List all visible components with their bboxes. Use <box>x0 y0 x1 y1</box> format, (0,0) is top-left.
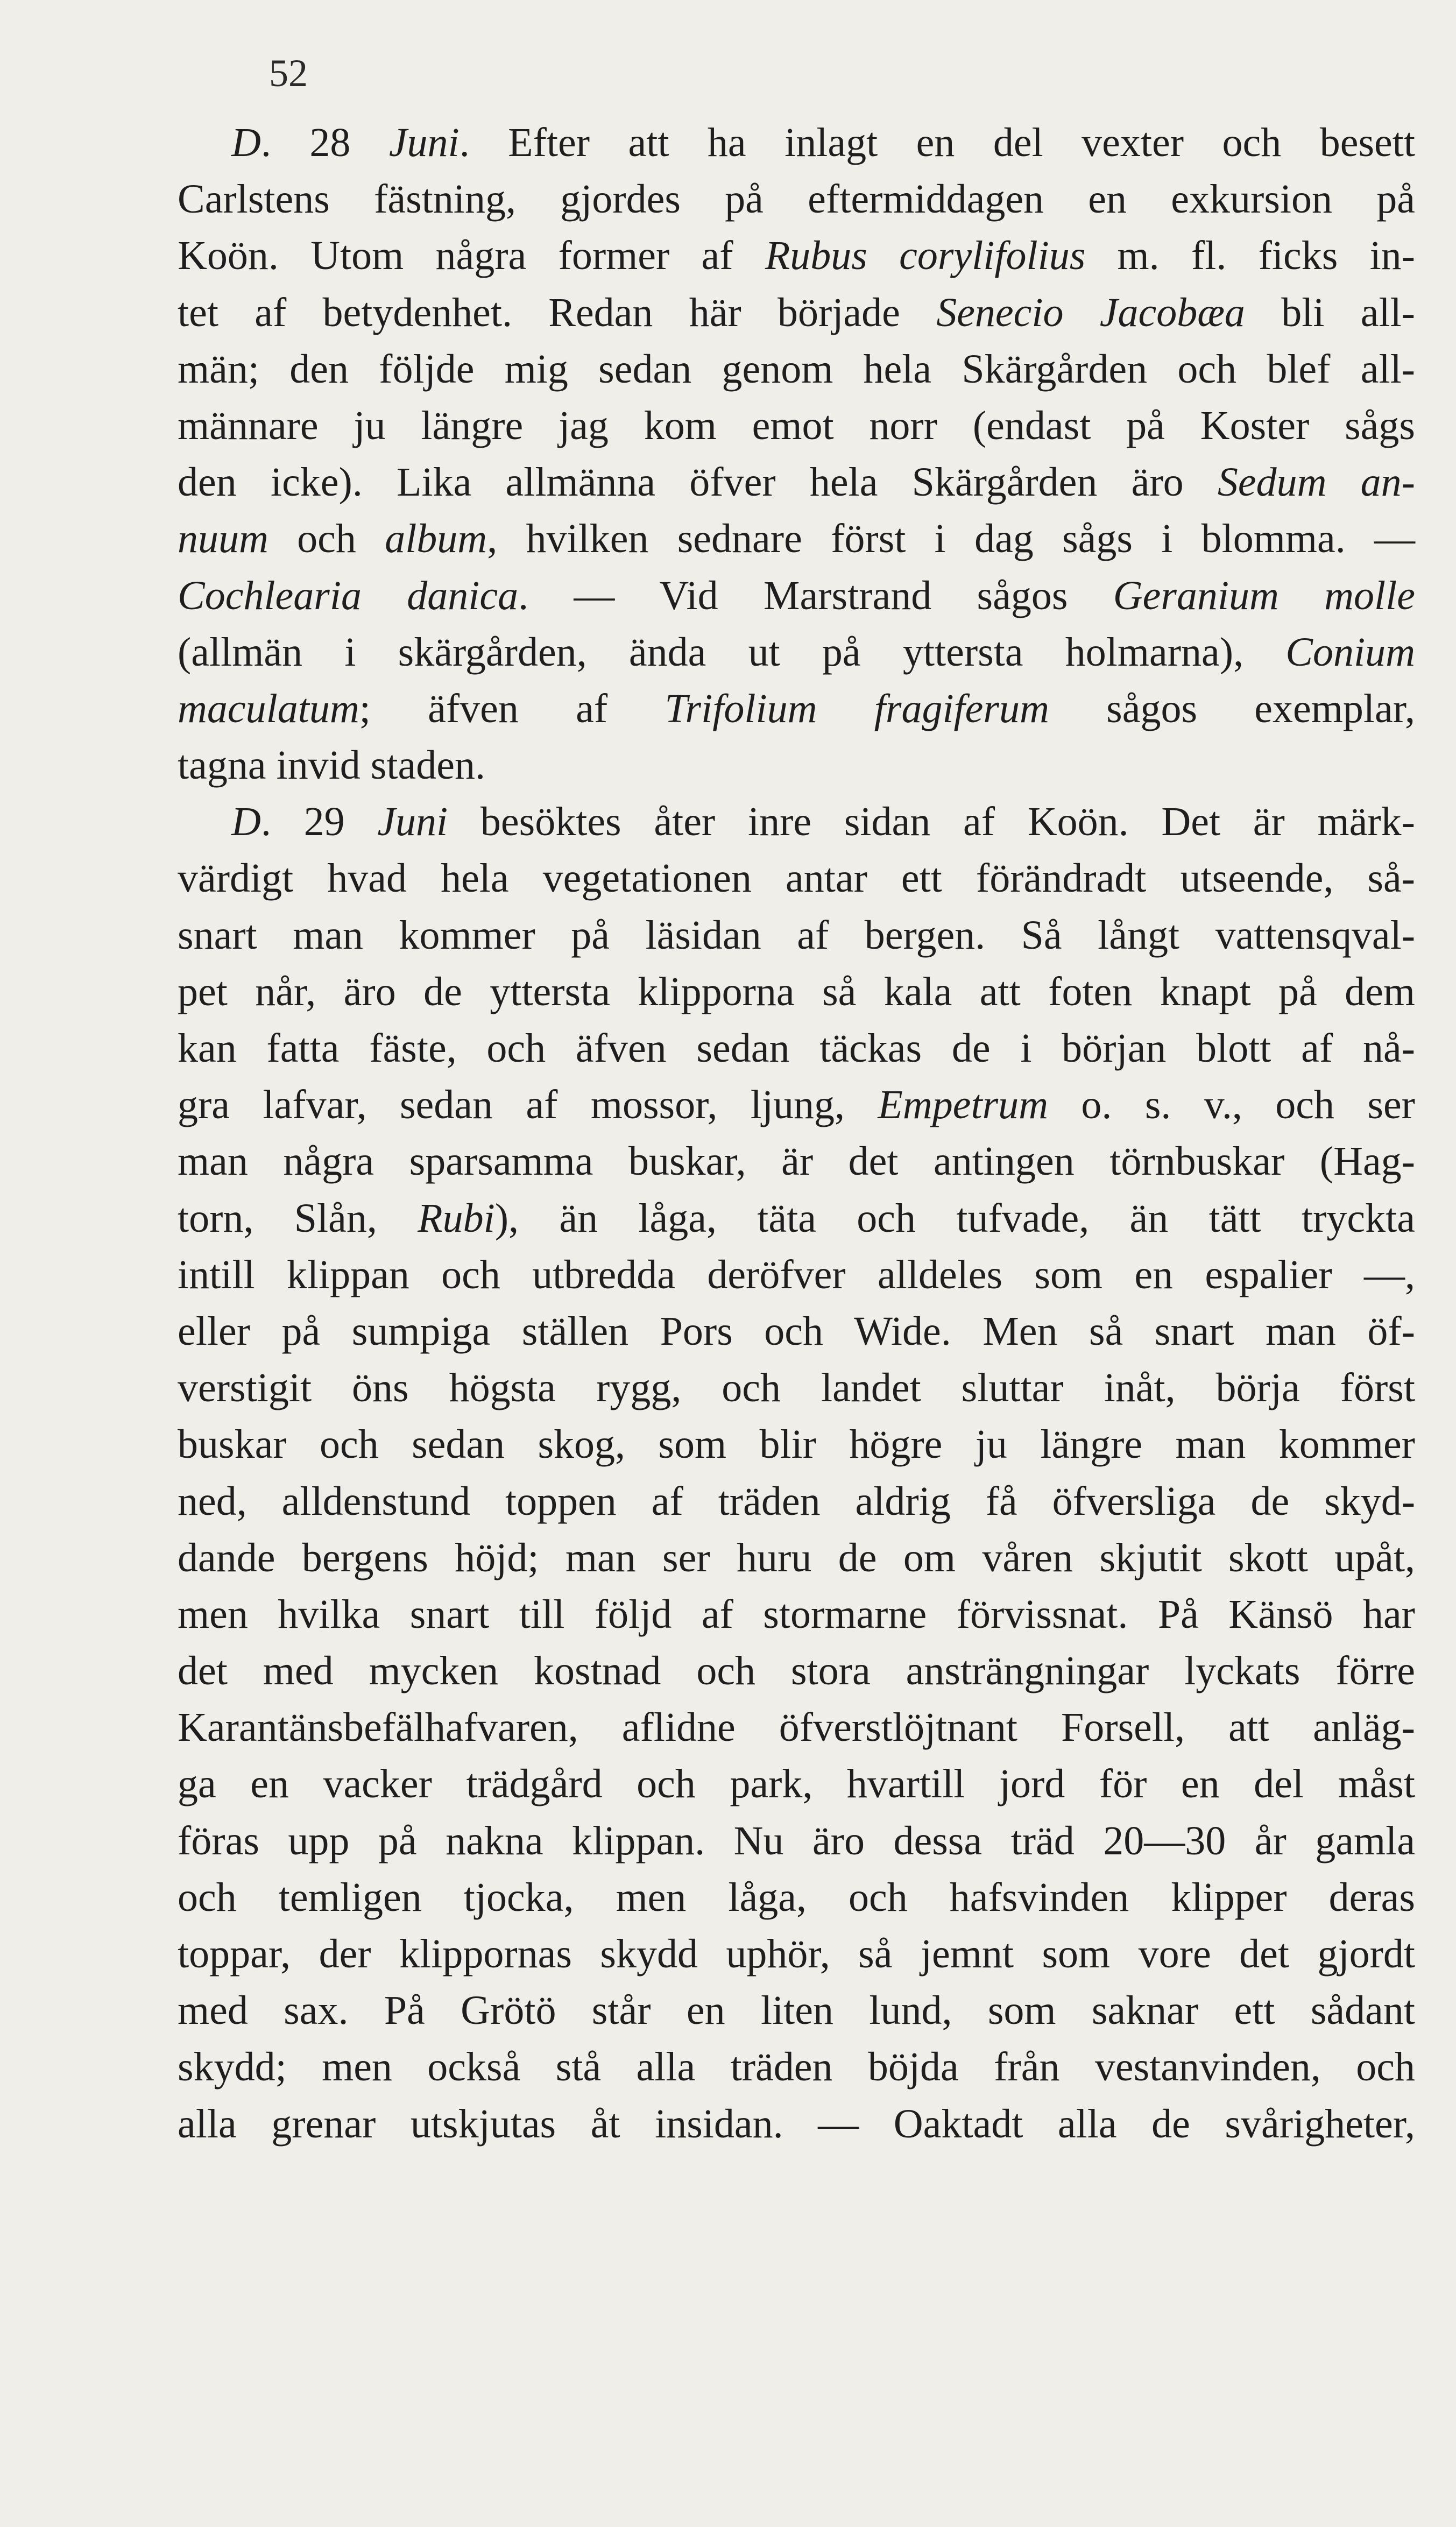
text-span: m. fl. ficks in- <box>1085 233 1415 279</box>
italic-term: Sedum an- <box>1217 460 1415 505</box>
text-line <box>178 171 1415 228</box>
text-span: o. s. v., och ser <box>1048 1082 1415 1128</box>
italic-term: maculatum <box>178 686 359 731</box>
text-line <box>178 681 1415 737</box>
italic-term: Juni <box>388 120 460 165</box>
text-span: man några sparsamma buskar, är det antingen törnbuskar (Hag- <box>178 1139 1415 1184</box>
text-span: ga en vacker trädgård och park, hvartill jord för en del måst <box>178 1761 1415 1807</box>
text-line <box>178 1813 1415 1869</box>
text-line <box>178 568 1415 624</box>
text-span: . Efter att ha inlagt en del vexter och besett <box>459 120 1416 165</box>
text-span: med sax. På Grötö står en liten lund, som saknar ett sådant <box>178 1988 1415 2034</box>
text-span: . 28 <box>260 120 389 165</box>
text-line <box>178 907 1415 964</box>
text-span: . — Vid Marstrand sågos <box>518 573 1113 618</box>
text-span: och <box>268 516 385 562</box>
text-span: dande bergens höjd; man ser huru de om våren skjutit skott upåt, <box>178 1535 1415 1580</box>
text-span: föras upp på nakna klippan. Nu äro dessa träd 20—30 år gamla <box>178 1818 1415 1864</box>
text-span: buskar och sedan skog, som blir högre ju längre man kommer <box>178 1422 1415 1467</box>
text-span: tet af betydenhet. Redan här började <box>178 290 937 335</box>
text-line <box>178 1416 1415 1473</box>
text-span: männare ju längre jag kom emot norr (endast på Koster sågs <box>178 403 1415 448</box>
text-span: bli all- <box>1245 290 1415 335</box>
text-span: Karantänsbefälhafvaren, aflidne öfverstlöjtnant Forsell, att anläg- <box>178 1705 1415 1750</box>
text-span: ), än låga, täta och tufvade, än tätt tryckta <box>494 1195 1415 1241</box>
italic-term: Trifolium fragiferum <box>665 686 1049 731</box>
text-span: , hvilken sednare först i dag sågs i blomma. — <box>487 516 1415 562</box>
text-span: eller på sumpiga ställen Pors och Wide. Men så snart man öf- <box>178 1308 1415 1354</box>
text-line <box>178 1020 1415 1077</box>
text-span: sågos exemplar, <box>1049 686 1415 731</box>
text-line <box>178 1077 1415 1133</box>
text-line <box>178 1982 1415 2039</box>
text-line <box>178 228 1415 284</box>
text-line <box>178 2039 1415 2095</box>
italic-term: Juni <box>377 799 448 845</box>
text-span: alla grenar utskjutas åt insidan. — Oaktadt alla de svårigheter, <box>178 2101 1415 2147</box>
italic-term: Cochlearia danica <box>178 573 519 618</box>
text-span: tagna invid staden. <box>178 743 485 788</box>
italic-term: Rubi <box>418 1195 495 1241</box>
text-line <box>178 511 1415 567</box>
text-line <box>178 1586 1415 1643</box>
text-line <box>178 115 1415 171</box>
text-line <box>178 398 1415 454</box>
text-line <box>178 1643 1415 1699</box>
text-span: . 29 <box>260 799 378 845</box>
text-span: och temligen tjocka, men låga, och hafsvinden klipper deras <box>178 1874 1415 1920</box>
italic-term: Empetrum <box>878 1082 1049 1128</box>
italic-term: D <box>231 120 261 165</box>
text-span: ; äfven af <box>359 686 665 731</box>
text-span: toppar, der klippornas skydd uphör, så jemnt som vore det gjordt <box>178 1931 1415 1977</box>
text-span: skydd; men också stå alla träden böjda från vestanvinden, och <box>178 2044 1415 2090</box>
text-line <box>178 1473 1415 1530</box>
text-line <box>178 285 1415 341</box>
italic-term: Geranium molle <box>1113 573 1416 618</box>
text-line <box>178 1133 1415 1190</box>
text-span: intill klippan och utbredda deröfver alldeles som en espalier —, <box>178 1252 1415 1297</box>
italic-term: album <box>385 516 487 562</box>
text-line <box>178 2096 1415 2152</box>
text-span: verstigit öns högsta rygg, och landet sluttar inåt, börja först <box>178 1365 1415 1411</box>
text-line <box>178 1756 1415 1812</box>
text-span: pet når, äro de yttersta klipporna så kala att foten knapt på dem <box>178 969 1415 1014</box>
text-line <box>178 850 1415 907</box>
text-span: det med mycken kostnad och stora ansträngningar lyckats förre <box>178 1648 1415 1694</box>
text-span: kan fatta fäste, och äfven sedan täckas de i början blott af nå- <box>178 1026 1415 1071</box>
text-line <box>178 794 1415 850</box>
text-span: (allmän i skärgården, ända ut på yttersta holmarna), <box>178 629 1286 675</box>
text-span: män; den följde mig sedan genom hela Skärgården och blef all- <box>178 346 1415 392</box>
italic-term: Senecio Jacobæa <box>936 290 1245 335</box>
text-line <box>178 1303 1415 1360</box>
text-line <box>178 1869 1415 1926</box>
text-line <box>178 1530 1415 1586</box>
text-span: värdigt hvad hela vegetationen antar ett förändradt utseende, så- <box>178 856 1415 901</box>
page-number: 52 <box>269 52 308 95</box>
text-span: torn, Slån, <box>178 1195 418 1241</box>
italic-term: nuum <box>178 516 268 562</box>
text-line <box>178 1247 1415 1303</box>
text-span: Carlstens fästning, gjordes på eftermiddagen en exkursion på <box>178 177 1415 222</box>
italic-term: Rubus corylifolius <box>765 233 1086 279</box>
body-text <box>178 115 1415 2152</box>
text-span: Koön. Utom några former af <box>178 233 765 279</box>
italic-term: D <box>231 799 261 845</box>
text-span: den icke). Lika allmänna öfver hela Skärgården äro <box>178 460 1218 505</box>
italic-term: Conium <box>1285 629 1415 675</box>
text-line <box>178 341 1415 398</box>
text-span: ned, alldenstund toppen af träden aldrig få öfversliga de skyd- <box>178 1478 1415 1524</box>
text-line <box>178 1360 1415 1416</box>
text-line <box>178 1926 1415 1982</box>
text-line <box>178 737 1415 794</box>
text-span: gra lafvar, sedan af mossor, ljung, <box>178 1082 878 1128</box>
text-line <box>178 964 1415 1020</box>
text-span: men hvilka snart till följd af stormarne förvissnat. På Känsö har <box>178 1591 1415 1637</box>
text-span: snart man kommer på läsidan af bergen. Så långt vattensqval- <box>178 912 1415 958</box>
text-line <box>178 454 1415 511</box>
text-line <box>178 624 1415 681</box>
text-span: besöktes åter inre sidan af Koön. Det är märk- <box>448 799 1415 845</box>
text-line <box>178 1699 1415 1756</box>
text-line <box>178 1190 1415 1247</box>
